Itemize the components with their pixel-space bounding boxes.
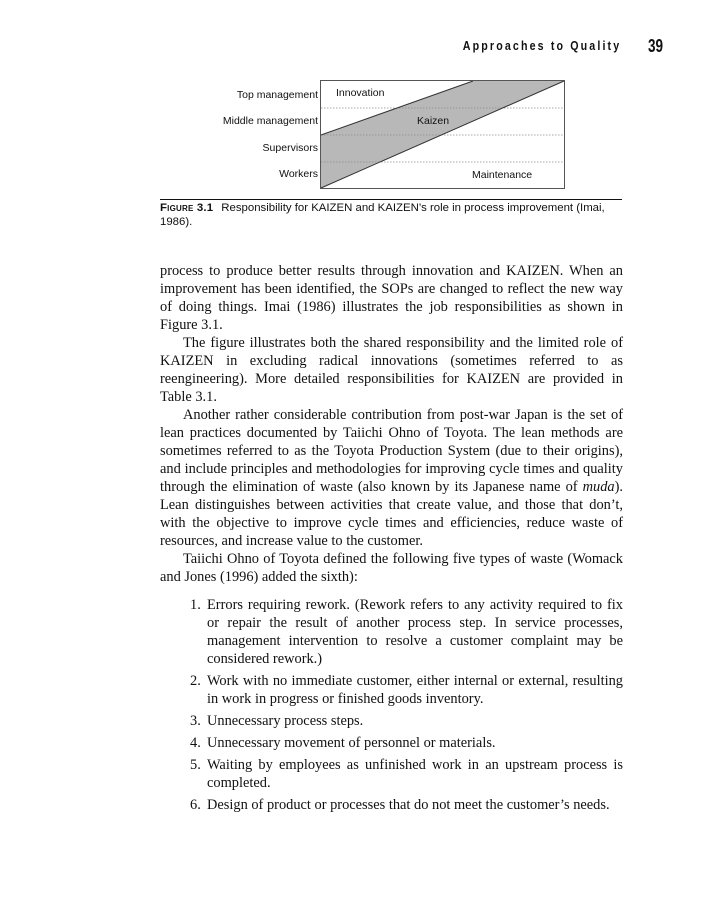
row-label-top-management: Top management	[236, 89, 318, 101]
paragraph-waste-intro: Taiichi Ohno of Toyota defined the following five types of waste (Womack and Jones (1996) added the sixth):	[160, 551, 623, 585]
row-label-supervisors: Supervisors	[262, 142, 318, 154]
list-number: 1.	[190, 597, 201, 613]
figure-3-1	[0, 0, 715, 240]
list-item	[160, 734, 623, 752]
list-item	[160, 756, 623, 792]
paragraph-lean	[160, 406, 623, 550]
list-item	[160, 672, 623, 708]
lean-text-before: Another rather considerable contribution from post-war Japan is the set of lean practices documented by Taiichi Ohno of Toyota. The lean methods are sometimes referred to as the Toyota Production System (due to their origins), and include principles and methodologies for improving cycle times and quality through the elimination of waste (also known by its Japanese name of	[160, 407, 623, 495]
waste-types-list	[160, 596, 623, 814]
list-number: 4.	[190, 735, 201, 751]
list-number: 6.	[190, 797, 201, 813]
muda-term: muda	[582, 479, 615, 495]
paragraph-continuation: process to produce better results through innovation and KAIZEN. When an improvement has been identified, the SOPs are changed to reflect the new way of doing things. Imai (1986) illustrates the job responsibilities as shown in Figure 3.1.	[160, 263, 623, 333]
list-item-text: Design of product or processes that do not meet the customer’s needs.	[207, 797, 610, 813]
list-item-text: Unnecessary movement of personnel or materials.	[207, 735, 496, 751]
paragraph-shared-responsibility: The figure illustrates both the shared responsibility and the limited role of KAIZEN in excluding radical innovations (sometimes referred to as reengineering). More detailed responsibilities for KAIZEN are provided in Table 3.1.	[160, 335, 623, 405]
list-item	[160, 712, 623, 730]
list-item-text: Waiting by employees as unfinished work in an upstream process is completed.	[207, 757, 623, 791]
list-item-text: Work with no immediate customer, either internal or external, resulting in work in progress or finished goods inventory.	[207, 673, 623, 707]
page-number: 39	[647, 36, 663, 56]
list-item	[160, 796, 623, 814]
zone-label-maintenance: Maintenance	[472, 169, 533, 181]
list-item-text: Unnecessary process steps.	[207, 713, 364, 729]
list-item	[160, 596, 623, 668]
zone-label-kaizen: Kaizen	[417, 115, 450, 127]
list-number: 5.	[190, 757, 201, 773]
list-number: 2.	[190, 673, 201, 689]
list-item-text: Errors requiring rework. (Rework refers to any activity required to fix or repair the result of another process step. In service processes, management intervention to resolve a customer complaint may be considered rework.)	[207, 597, 623, 667]
caption-text: Responsibility for KAIZEN and KAIZEN’s role in process improvement (Imai, 1986).	[160, 202, 605, 228]
row-label-middle-management: Middle management	[222, 115, 318, 127]
caption-rule	[160, 199, 622, 200]
zone-label-innovation: Innovation	[336, 87, 385, 99]
caption-label: Figure 3.1	[160, 202, 214, 214]
list-number: 3.	[190, 713, 201, 729]
body-text	[160, 262, 623, 818]
running-head-title: Approaches to Quality	[462, 38, 621, 53]
figure-caption	[160, 201, 625, 229]
row-label-workers: Workers	[279, 168, 318, 180]
lean-text-after: ). Lean distinguishes between activities that create value, and those that don’t, with the objective to improve cycle times and efficiencies, reduce waste of resources, and increase value to the customer.	[160, 479, 623, 549]
